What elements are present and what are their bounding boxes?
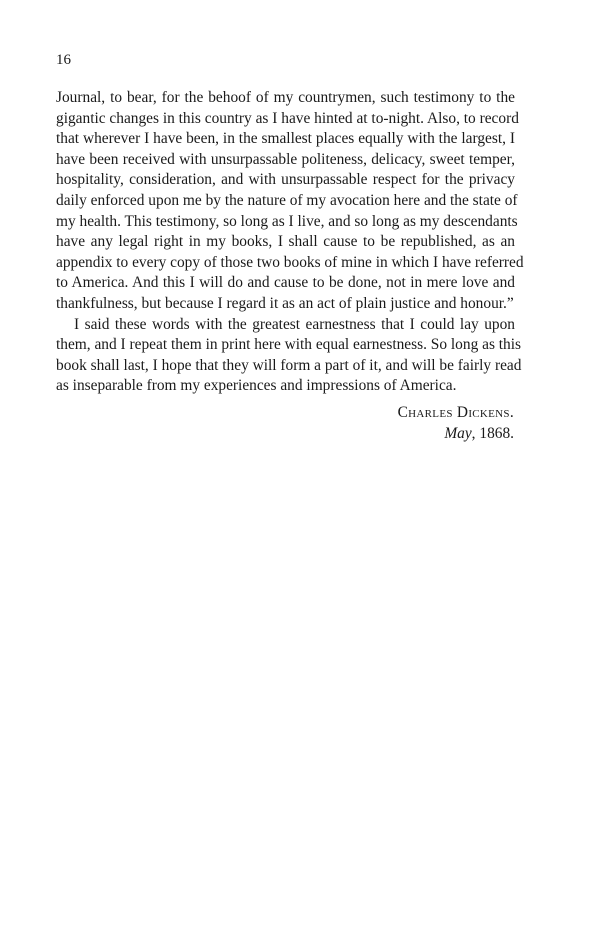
text-line: appendix to every copy of those two books of mine in which I have referred xyxy=(56,253,524,271)
signature-date xyxy=(398,423,514,444)
author-name: Charles Dickens. xyxy=(397,404,514,421)
text-line: them, and I repeat them in print here with equal earnestness. So long as this xyxy=(56,336,522,354)
text-line: to America. And this I will do and cause to be done, not in mere love and xyxy=(56,274,515,292)
text-line: have any legal right in my books, I shall cause to be republished, as an xyxy=(56,233,515,251)
text-line: thankfulness, but because I regard it as an act of plain justice and honour.” xyxy=(56,294,514,312)
text-line: that wherever I have been, in the smallest places equally with the largest, I xyxy=(56,130,515,148)
text-line: have been received with unsurpassable politeness, delicacy, sweet temper, xyxy=(56,150,515,168)
text-line: daily enforced upon me by the nature of my avocation here and the state of xyxy=(56,191,518,209)
text-line: book shall last, I hope that they will form a part of it, and will be fairly read xyxy=(56,356,522,374)
text-line: Journal, to bear, for the behoof of my countrymen, such testimony to the xyxy=(56,89,515,106)
text-line: I said these words with the greatest earnestness that I could lay upon xyxy=(74,315,515,333)
signature xyxy=(398,402,514,444)
text-line: my health. This testimony, so long as I live, and so long as my descendants xyxy=(56,212,518,230)
signature-year: , 1868. xyxy=(471,425,514,442)
body-text xyxy=(56,88,524,397)
paragraph-1 xyxy=(56,88,524,315)
signature-month: May xyxy=(444,425,472,442)
page-number: 16 xyxy=(56,52,71,68)
text-line: hospitality, consideration, and with unsurpassable respect for the privacy xyxy=(56,171,515,189)
text-line: as inseparable from my experiences and impressions of America. xyxy=(56,377,457,395)
paragraph-2 xyxy=(56,315,522,397)
text-line: gigantic changes in this country as I have hinted at to-night. Also, to record xyxy=(56,109,519,127)
